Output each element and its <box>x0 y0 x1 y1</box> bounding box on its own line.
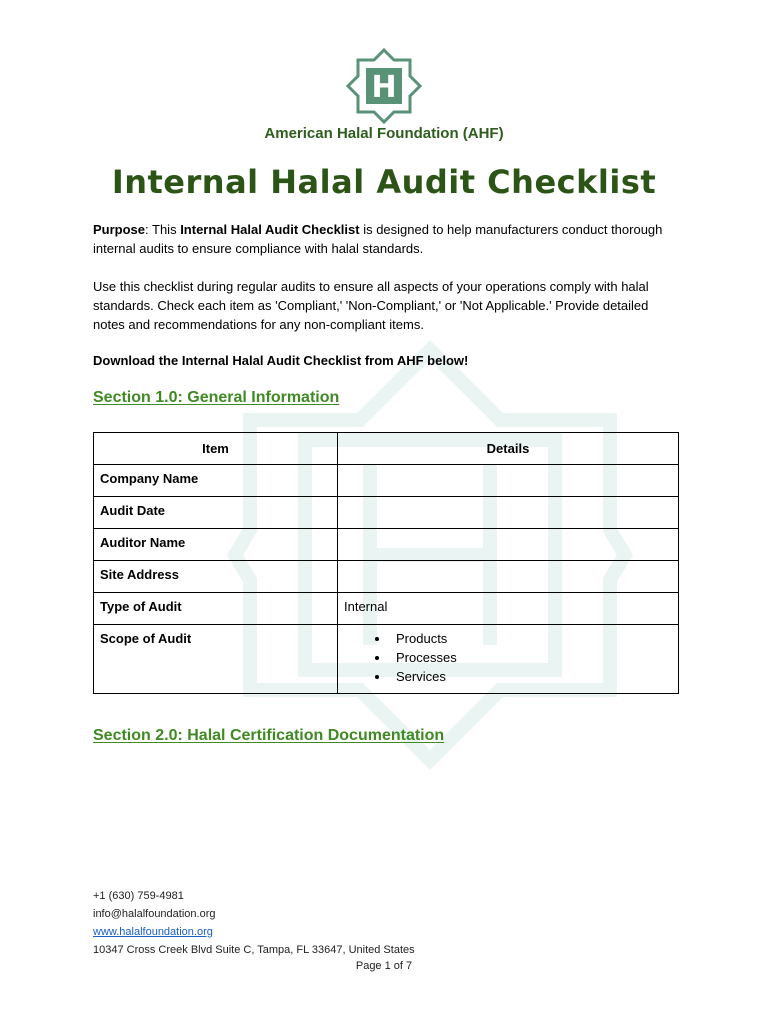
page-number: Page 1 of 7 <box>355 960 413 972</box>
row-label-auditor-name: Auditor Name <box>94 529 338 561</box>
footer-phone: +1 (630) 759-4981 <box>93 890 184 902</box>
scope-option-products: • Products <box>390 629 672 648</box>
purpose-paragraph <box>93 220 683 258</box>
table-row <box>94 497 679 529</box>
usage-paragraph: Use this checklist during regular audits to ensure all aspects of your operations comply with halal standards. Check each item as 'Compliant,' 'Non-Compliant,' or 'Not Applicable.' Provide detailed notes and recommendations for any non-compliant items. <box>93 279 649 332</box>
halal-logo-icon <box>346 48 422 124</box>
row-label-company-name: Company Name <box>94 465 338 497</box>
row-label-type-of-audit: Type of Audit <box>94 593 338 625</box>
general-info-table <box>93 432 679 694</box>
column-header-item: Item <box>94 433 338 465</box>
purpose-sep: : This <box>145 222 181 237</box>
column-header-details: Details <box>338 433 679 465</box>
row-label-site-address: Site Address <box>94 561 338 593</box>
logo-letter: H <box>371 70 397 105</box>
row-label-audit-date: Audit Date <box>94 497 338 529</box>
section-1-heading: Section 1.0: General Information <box>93 389 340 406</box>
table-row <box>94 561 679 593</box>
auditor-name-cell[interactable] <box>338 529 679 561</box>
scope-option-processes: • Processes <box>390 648 672 667</box>
table-row <box>94 593 679 625</box>
table-row <box>94 529 679 561</box>
page-title: Internal Halal Audit Checklist <box>111 163 657 201</box>
footer-email: info@halalfoundation.org <box>93 908 216 920</box>
scope-option-services: • Services <box>390 667 672 686</box>
download-cta: Download the Internal Halal Audit Checklist from AHF below! <box>93 353 469 368</box>
purpose-rest: is designed to help manufacturers conduct thorough internal audits to ensure compliance with halal standards. <box>93 222 663 256</box>
table-row <box>94 625 679 694</box>
type-of-audit-cell[interactable]: Internal <box>338 593 679 625</box>
purpose-bold-title: Internal Halal Audit Checklist <box>180 222 360 237</box>
table-header-row <box>94 433 679 465</box>
purpose-label: Purpose <box>93 222 146 237</box>
section-2-heading: Section 2.0: Halal Certification Documentation <box>93 727 445 744</box>
scope-of-audit-cell <box>338 625 679 694</box>
site-address-cell[interactable] <box>338 561 679 593</box>
footer-contact <box>93 887 415 959</box>
company-name-cell[interactable] <box>338 465 679 497</box>
footer-address: 10347 Cross Creek Blvd Suite C, Tampa, FL 33647, United States <box>93 944 415 956</box>
audit-date-cell[interactable] <box>338 497 679 529</box>
row-label-scope-of-audit: Scope of Audit <box>94 625 338 694</box>
table-row <box>94 465 679 497</box>
org-name: American Halal Foundation (AHF) <box>264 125 504 142</box>
scope-list <box>344 629 672 686</box>
footer-website-link[interactable]: www.halalfoundation.org <box>93 926 213 938</box>
